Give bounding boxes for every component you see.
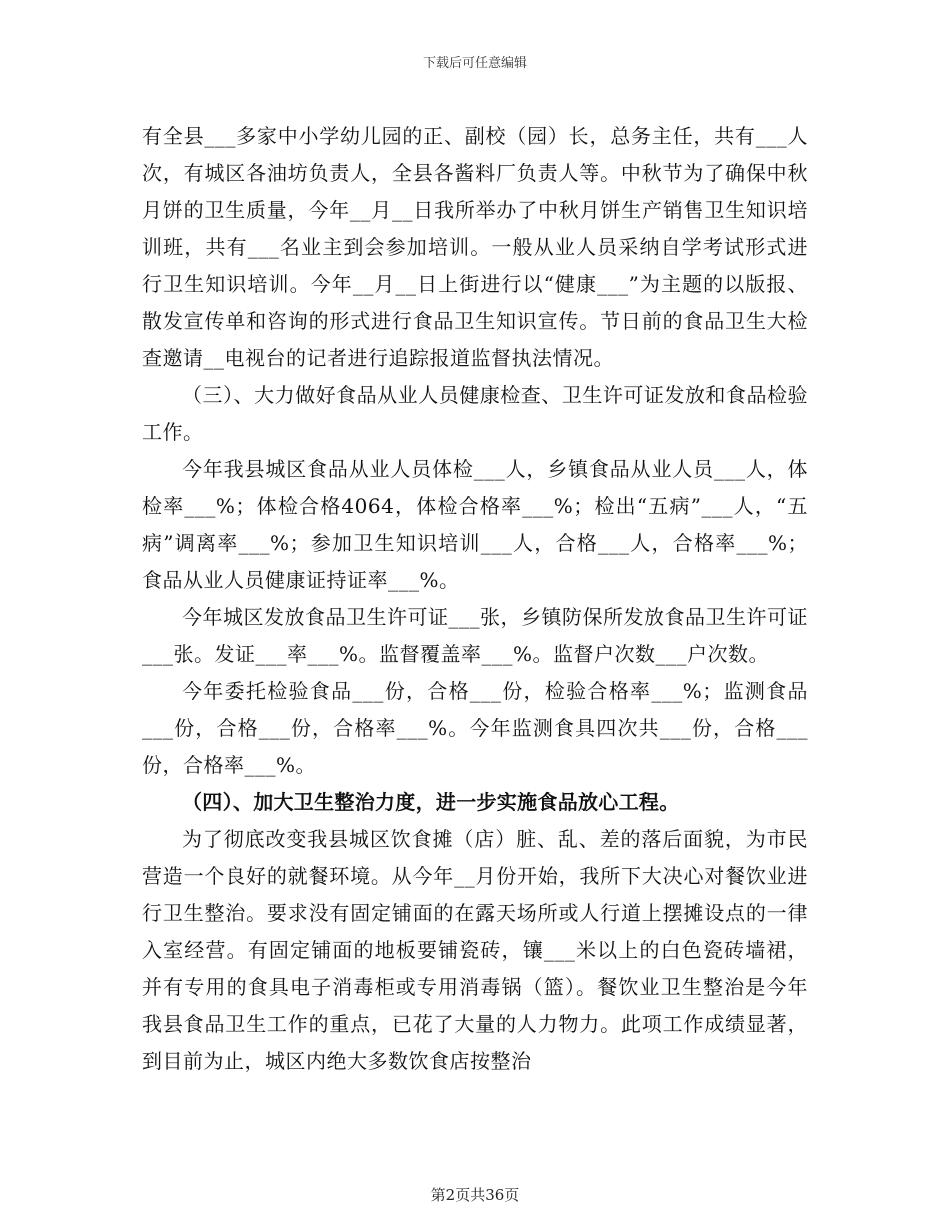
page-footer: 第2页共36页 [430,1186,520,1204]
paragraph-inspections: 今年委托检验食品___份，合格___份，检验合格率___%；监测食品___份，合格___份，合格率___%。今年监测食具四次共___份，合格___份，合格率___%。 [142,679,808,777]
paragraph-health-checks: 今年我县城区食品从业人员体检___人，乡镇食品从业人员___人，体检率___%；体检合格4064，体检合格率___%；检出“五病”___人，“五病”调离率___%；参加卫生知识培训___人，合格___人，合格率___%；食品从业人员健康证持证率___%。 [142,457,808,592]
paragraph-training-continued: 有全县___多家中小学幼儿园的正、副校（园）长，总务主任，共有___人次，有城区各油坊负责人，全县各酱料厂负责人等。中秋节为了确保中秋月饼的卫生质量，今年__月__日我所举办了中秋月饼生产销售卫生知识培训班，共有___名业主到会参加培训。一般从业人员采纳自学考试形式进行卫生知识培训。今年__月__日上街进行以“健康___”为主题的以版报、散发宣传单和咨询的形式进行食品卫生知识宣传。节日前的食品卫生大检查邀请__电视台的记者进行追踪报道监督执法情况。 [142,124,808,370]
document-body [142,118,808,1080]
section-heading-three: （三）、大力做好食品从业人员健康检查、卫生许可证发放和食品检验工作。 [142,383,808,444]
paragraph-licenses: 今年城区发放食品卫生许可证___张，乡镇防保所发放食品卫生许可证___张。发证___率___%。监督覆盖率___%。监督户次数___户次数。 [142,605,808,666]
page-header: 下载后可任意编辑 [422,56,527,71]
section-heading-four: （四）、加大卫生整治力度，进一步实施食品放心工程。 [182,790,680,814]
paragraph-rectification: 为了彻底改变我县城区饮食摊（店）脏、乱、差的落后面貌，为市民营造一个良好的就餐环境。从今年__月份开始，我所下大决心对餐饮业进行卫生整治。要求没有固定铺面的在露天场所或人行道上摆摊设点的一律入室经营。有固定铺面的地板要铺瓷砖，镶___米以上的白色瓷砖墙裙，并有专用的食具电子消毒柜或专用消毒锅（篮）。餐饮业卫生整治是今年我县食品卫生工作的重点，已花了大量的人力物力。此项工作成绩显著，到目前为止，城区内绝大多数饮食店按整治 [142,827,808,1073]
